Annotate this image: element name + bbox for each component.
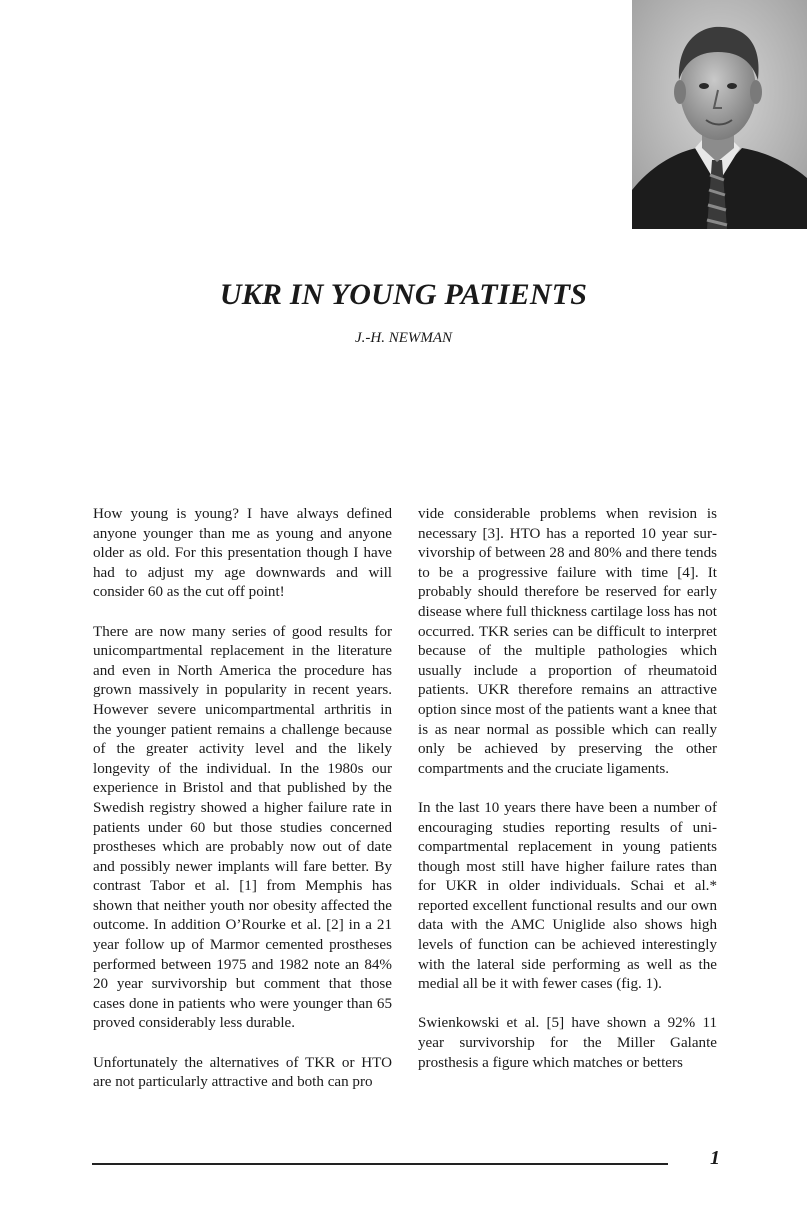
paragraph: Unfortunately the alternatives of TKR or HTO are not particularly attractive and both can pro (93, 1054, 392, 1091)
footer-rule (92, 1163, 668, 1165)
right-column (418, 505, 717, 1093)
author-photo (632, 0, 807, 229)
left-column (93, 505, 392, 1112)
author-name: J.-H. NEWMAN (354, 330, 453, 346)
paper-title: UKR IN YOUNG PATIENTS (219, 278, 588, 311)
paragraph: How young is young? I have always defined anyone younger than me as young and anyone older as old. For this presentation though I have had to adjust my age downwards and will consider 60 as the cut off point! (93, 506, 392, 601)
page-number: 1 (710, 1147, 720, 1169)
paragraph: There are now many series of good results for unicompartmental replacement in the literature and even in North America the procedure has grown massively in popularity in recent years. However severe unicompartmental arthritis in the younger patient remains a challenge because of the greater activity level and the likely longevity of the individual. In the 1980s our experience in Bristol and that published by the Swedish registry showed a higher failure rate in patients under 60 but those studies concerned prostheses which are probably now out of date and possibly newer implants will fare better. By contrast Tabor et al. [1] from Memphis has shown that neither youth nor obesity affected the outcome. In addition O’Rourke et al. [2] in a 21 year follow up of Marmor cemented prostheses performed between 1975 and 1982 note an 84% 20 year survivorship but comment that those cases done in patients who were younger than 65 proved considerably less durable. (93, 623, 392, 1032)
paragraph: Swienkowski et al. [5] have shown a 92% 11 year survivorship for the Miller Galante prosthesis a figure which matches or betters (418, 1015, 717, 1071)
paragraph: In the last 10 years there have been a number of encouraging studies reporting results of unicompartmental replacement in young patients though most still have higher failure rates than for UKR in older individuals. Schai et al.* reported excellent functional results and our own data with the AMC Uniglide also shows high levels of function can be achieved interestingly with the lateral side performing as well as the medial all be it with fewer cases (fig. 1). (418, 799, 717, 993)
paragraph: vide considerable problems when revision is necessary [3]. HTO has a reported 10 year survivorship of between 28 and 80% and there tends to be a progressive failure with time [4]. It probably should therefore be reserved for early disease where full thickness cartilage loss has not occurred. TKR series can be difficult to interpret because of the multiple pathologies which usually include a proportion of rheumatoid patients. UKR therefore remains an attractive option since most of the patients want a knee that is as near normal as possible which can really only be achieved by preserving the other compartments and the cruciate ligaments. (418, 506, 717, 777)
